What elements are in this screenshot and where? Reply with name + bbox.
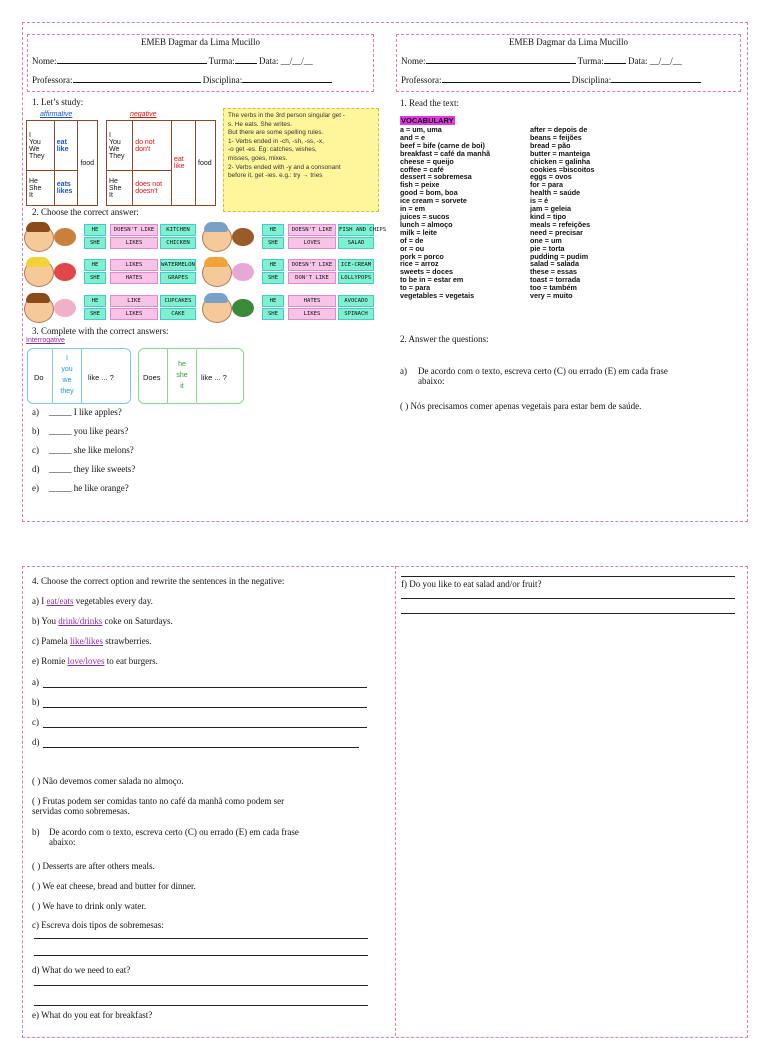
vocab-left-0: a = um, uma: [400, 125, 442, 134]
answer-option-tag[interactable]: DOESN'T LIKE: [288, 224, 336, 236]
answer-option-tag[interactable]: DOESN'T LIKE: [288, 259, 336, 271]
vocab-right-12: meals = refeições: [530, 219, 591, 229]
answer-option-tag[interactable]: CHICKEN: [160, 237, 196, 249]
q3-item-label: c): [32, 445, 39, 455]
pronoun-sg-neg-0: He: [109, 177, 118, 185]
do-pronoun-3: they: [60, 388, 74, 395]
food-word-neg: food: [196, 121, 216, 206]
does-like: like ... ?: [201, 373, 227, 382]
b-statement[interactable]: ( ) We have to drink only water.: [32, 901, 147, 911]
vocab-right-21: very = muito: [530, 291, 573, 301]
vocab-right-3: butter = manteiga: [530, 148, 591, 158]
vocabulary-title: VOCABULARY: [401, 116, 454, 125]
q4-answer-line[interactable]: [43, 707, 367, 708]
b-label: b): [32, 827, 40, 837]
answer-option-tag[interactable]: CUPCAKES: [160, 295, 196, 307]
vocab-left-18: sweets = doces: [400, 267, 453, 277]
aff-verb-0: eat: [56, 138, 67, 146]
aff-verb-sg-1: likes: [56, 188, 73, 195]
nome-field[interactable]: [57, 63, 207, 64]
c-answer-line-2[interactable]: [34, 955, 368, 956]
answer-option-tag[interactable]: HE: [84, 259, 106, 271]
pronoun-sg-0: He: [29, 177, 38, 185]
rule-line-4: -o get -es. Eg: catches, wishes,: [228, 146, 317, 154]
study-table-negative: [106, 120, 216, 206]
nome-field[interactable]: [426, 63, 576, 64]
aff-plural-verbs: [54, 121, 78, 171]
pronoun-sg-2: It: [29, 191, 33, 199]
q4-answer-line[interactable]: [43, 687, 367, 688]
does-pronoun-1: she: [176, 372, 188, 379]
answer-option-tag[interactable]: DOESN'T LIKE: [110, 224, 158, 236]
answer-option-tag[interactable]: SHE: [84, 308, 106, 320]
q3-item-label: a): [32, 407, 39, 417]
rule-line-1: s. He eats. She writes.: [228, 120, 292, 128]
answer-option-tag[interactable]: HE: [262, 259, 284, 271]
q4-title: 4. Choose the correct option and rewrite the sentences in the negative:: [32, 576, 285, 586]
vocab-left-17: rice = arroz: [400, 259, 439, 269]
vocab-left-13: milk = leite: [400, 227, 437, 237]
tf-statement-2-line1: ( ) Frutas podem ser comidas tanto no café da manhã como podem ser: [32, 796, 285, 806]
vocab-left-6: dessert = sobremesa: [400, 172, 472, 182]
professora-label: Professora:: [401, 75, 442, 85]
q3-item-label: b): [32, 426, 40, 436]
data-label: Data: __/__/__: [628, 56, 682, 66]
q4-sentence-end: to eat burgers.: [104, 656, 158, 666]
q4-sentence: [32, 636, 151, 646]
qa-label: a): [400, 366, 407, 376]
pronoun-3: They: [29, 152, 45, 160]
neg-singular-verbs: [133, 171, 172, 206]
disciplina-field[interactable]: [242, 82, 332, 83]
eat-like-0: eat: [173, 156, 184, 163]
turma-label: Turma:: [577, 56, 604, 66]
q3-item-text[interactable]: _____ they like sweets?: [49, 464, 136, 474]
pronouns-plural-neg: [107, 121, 133, 171]
does-question-box: [138, 348, 244, 404]
neg-verb-1: don't: [135, 145, 151, 153]
food-icon: [54, 228, 76, 246]
answer-option-tag[interactable]: HATES: [110, 272, 158, 284]
q4-sentence-end: coke on Saturdays.: [102, 616, 173, 626]
vocab-left-20: to = para: [400, 283, 431, 293]
q4-sentence-end: vegetables every day.: [73, 596, 153, 606]
c-answer-line-1[interactable]: [34, 938, 368, 939]
aff-singular-verbs: [54, 171, 78, 206]
e-question: e) What do you eat for breakfast?: [32, 1010, 153, 1020]
food-icon: [54, 299, 76, 317]
pronoun-neg-3: They: [109, 152, 125, 160]
d-answer-line-2[interactable]: [34, 1005, 368, 1006]
q3-item-label: d): [32, 464, 40, 474]
vocab-right-15: pie = torta: [530, 243, 565, 253]
study-table-affirmative: [26, 120, 98, 206]
left-header: [27, 34, 374, 92]
answer-option-tag[interactable]: GRAPES: [160, 272, 196, 284]
school-name-right: EMEB Dagmar da Lima Mucillo: [509, 37, 628, 47]
answer-option-tag[interactable]: LIKE: [110, 295, 158, 307]
professora-label: Professora:: [32, 75, 73, 85]
does-word: Does: [143, 373, 161, 382]
vocab-left-21: vegetables = vegetais: [400, 291, 475, 301]
answer-option-tag[interactable]: SHE: [262, 237, 284, 249]
pronoun-neg-2: We: [109, 145, 120, 153]
qa-statement: ( ) Nós precisamos comer apenas vegetais para estar bem de saúde.: [400, 401, 642, 411]
q4-sentence-start: c) Pamela: [32, 636, 70, 646]
vocab-right-14: one = um: [530, 235, 562, 245]
b-instruction-line1: De acordo com o texto, escreva certo (C) ou errado (E) em cada frase: [49, 827, 299, 837]
b-instruction: [49, 827, 299, 847]
q3-item-text[interactable]: _____ I like apples?: [49, 407, 122, 417]
hair-icon: [26, 293, 50, 303]
answer-option-tag[interactable]: KITCHEN: [160, 224, 196, 236]
tf-statement-2: [32, 796, 284, 816]
pronoun-0: I: [29, 131, 31, 139]
q4-sentence-end: strawberries.: [102, 636, 152, 646]
affirmative-label: affirmative: [40, 111, 73, 118]
vocabulary-right-column: [530, 126, 595, 300]
disciplina-label: Disciplina:: [202, 75, 243, 85]
answer-option-tag[interactable]: SHE: [262, 272, 284, 284]
does-pronouns: [167, 349, 197, 403]
turma-field[interactable]: [235, 63, 257, 64]
vocab-left-4: cheese = queijo: [400, 156, 454, 166]
hair-icon: [26, 257, 50, 267]
vocab-right-1: beans = feijões: [530, 132, 582, 142]
vocab-right-9: is = é: [530, 196, 549, 206]
answer-option-tag[interactable]: LOLLYPOPS: [338, 272, 374, 284]
answer-option-tag[interactable]: HE: [262, 224, 284, 236]
negative-label: negative: [130, 111, 157, 118]
answer-option-tag[interactable]: DON'T LIKE: [288, 272, 336, 284]
neg-verb-sg-0: does not: [135, 181, 163, 188]
answer-option-tag[interactable]: FISH AND CHIPS: [338, 224, 374, 236]
professora-field[interactable]: [442, 82, 570, 83]
vocab-left-1: and = e: [400, 132, 425, 142]
qa-instruction-line2: abaixo:: [418, 376, 445, 386]
tf-statement-1: ( ) Não devemos comer salada no almoço.: [32, 776, 184, 786]
pronoun-neg-1: You: [109, 138, 121, 146]
vocab-left-3: breakfast = café da manhã: [400, 148, 491, 158]
food-icon: [232, 228, 254, 246]
school-name: EMEB Dagmar da Lima Mucillo: [141, 37, 260, 47]
do-question-box: [27, 348, 131, 404]
b-statement[interactable]: ( ) We eat cheese, bread and butter for dinner.: [32, 881, 196, 891]
pronoun-sg-neg-1: She: [109, 184, 122, 192]
right-header: [396, 34, 741, 92]
does-pronoun-2: it: [180, 383, 184, 390]
vocab-right-8: health = saúde: [530, 188, 581, 198]
answer-option-tag[interactable]: SALAD: [338, 237, 374, 249]
vocab-left-11: juices = sucos: [400, 211, 450, 221]
hair-icon: [204, 222, 228, 232]
food-icon: [232, 299, 254, 317]
answer-option-tag[interactable]: SHE: [84, 237, 106, 249]
do-pronoun-0: I: [66, 355, 68, 362]
food-icon: [232, 263, 254, 281]
hair-icon: [26, 222, 50, 232]
pronoun-1: You: [29, 138, 41, 146]
vocabulary-left-column: [400, 126, 490, 300]
answer-option-tag[interactable]: HE: [84, 224, 106, 236]
q4-sentence-start: e) Romie: [32, 656, 68, 666]
answer-option-tag[interactable]: HATES: [288, 295, 336, 307]
answer-option-tag[interactable]: SPINACH: [338, 308, 374, 320]
vocab-right-2: bread = pão: [530, 140, 571, 150]
q4-verb-option[interactable]: eat/eats: [46, 596, 74, 606]
answer-option-tag[interactable]: ICE-CREAM: [338, 259, 374, 271]
q4-line-label: d): [32, 737, 40, 747]
vocab-right-20: too = também: [530, 283, 577, 293]
vocab-right-6: eggs = ovos: [530, 172, 572, 182]
f-top-line: [401, 576, 735, 577]
aff-verb-1: like: [56, 145, 69, 153]
eat-like-1: like: [173, 163, 185, 170]
turma-field[interactable]: [604, 63, 626, 64]
spelling-rules-box: [223, 108, 379, 212]
answer-option-tag[interactable]: AVOCADO: [338, 295, 374, 307]
f-answer-line-2[interactable]: [401, 613, 735, 614]
vocab-right-4: chicken = galinha: [530, 156, 591, 166]
rule-line-7: before it, get -ies. e.g.: try → tries: [228, 172, 323, 180]
pronouns-singular-neg: [107, 171, 133, 206]
vocab-left-12: lunch = almoço: [400, 219, 453, 229]
qa-instruction: [418, 366, 738, 386]
pronoun-sg-neg-2: It: [109, 191, 113, 199]
pronoun-sg-1: She: [29, 184, 42, 192]
answer-option-tag[interactable]: LIKES: [110, 308, 158, 320]
answer-title: 2. Answer the questions:: [400, 334, 489, 344]
q4-line-label: a): [32, 677, 39, 687]
neg-verb-sg-1: doesn't: [135, 188, 158, 195]
vocab-right-17: salad = salada: [530, 259, 579, 269]
turma-label: Turma:: [208, 56, 235, 66]
answer-option-tag[interactable]: WATERMELON: [160, 259, 196, 271]
food-word: food: [78, 121, 98, 206]
answer-option-tag[interactable]: LIKES: [110, 259, 158, 271]
q4-verb-option[interactable]: love/loves: [67, 656, 105, 666]
answer-option-tag[interactable]: LIKES: [110, 237, 158, 249]
vocab-left-2: beef = bife (carne de boi): [400, 140, 485, 150]
vocab-right-11: kind = tipo: [530, 211, 567, 221]
q4-sentence: [32, 596, 153, 606]
f-question: f) Do you like to eat salad and/or fruit?: [401, 579, 542, 589]
q4-verb-option[interactable]: drink/drinks: [58, 616, 103, 626]
vocab-left-16: pork = porco: [400, 251, 444, 261]
q4-sentence: [32, 616, 173, 626]
column-divider: [395, 566, 396, 1036]
do-pronoun-2: we: [62, 377, 72, 384]
d-answer-line-1[interactable]: [34, 985, 368, 986]
rule-line-2: But there are some spelling rules.: [228, 129, 324, 137]
aff-verb-sg-0: eats: [56, 181, 71, 188]
q4-verb-option[interactable]: like/likes: [69, 636, 103, 646]
vocab-left-14: of = de: [400, 235, 424, 245]
data-label: Data: __/__/__: [259, 56, 313, 66]
rule-line-3: 1- Verbs ended in -ch, -sh, -ss, -x,: [228, 137, 324, 145]
answer-option-tag[interactable]: SHE: [84, 272, 106, 284]
vocab-left-5: coffee = café: [400, 164, 444, 174]
q3-title: 3. Complete with the correct answers:: [32, 326, 169, 336]
rule-line-6: 2- Verbs ended with -y and a consonant: [228, 163, 341, 171]
vocab-right-19: toast = torrada: [530, 275, 581, 285]
professora-field[interactable]: [73, 82, 201, 83]
rule-line-5: misses, goes, mixes.: [228, 154, 288, 162]
pronoun-2: We: [29, 145, 40, 153]
q4-sentence-start: a) I: [32, 596, 47, 606]
hair-icon: [204, 293, 228, 303]
nome-label: Nome:: [32, 56, 57, 66]
neg-plural-verbs: [133, 121, 172, 171]
c-question: c) Escreva dois tipos de sobremesas:: [32, 920, 164, 930]
disciplina-label: Disciplina:: [571, 75, 612, 85]
read-title: 1. Read the text:: [400, 98, 459, 108]
q4-line-label: b): [32, 697, 40, 707]
pronoun-neg-0: I: [109, 131, 111, 139]
q2-title: 2. Choose the correct answer:: [32, 207, 139, 217]
food-icon: [54, 263, 76, 281]
tf-statement-2-line2: servidas como sobremesas.: [32, 806, 130, 816]
eat-like-verbs: [171, 121, 195, 206]
do-pronouns: [52, 349, 82, 403]
vocab-left-10: in = em: [400, 204, 425, 214]
hair-icon: [204, 257, 228, 267]
answer-option-tag[interactable]: LIKES: [288, 308, 336, 320]
rule-line-0: The verbs in the 3rd person singular get -: [228, 112, 345, 119]
vocab-right-7: for = para: [530, 180, 563, 190]
vocab-right-0: after = depois de: [530, 125, 588, 134]
q4-answer-line[interactable]: [43, 747, 359, 748]
vocab-right-13: need = precisar: [530, 227, 583, 237]
vocab-left-7: fish = peixe: [400, 180, 440, 190]
q3-item-text[interactable]: _____ you like pears?: [49, 426, 129, 436]
vocab-left-9: ice cream = sorvete: [400, 196, 467, 206]
q3-item-text[interactable]: _____ he like orange?: [49, 483, 129, 493]
neg-verb-0: do not: [135, 138, 155, 146]
vocab-right-10: jam = geleia: [530, 204, 571, 214]
pronouns-singular: [27, 171, 55, 206]
pronouns-plural: [27, 121, 55, 171]
do-word: Do: [34, 373, 44, 382]
answer-option-tag[interactable]: HE: [262, 295, 284, 307]
do-pronoun-1: you: [61, 366, 73, 373]
q3-item-label: e): [32, 483, 39, 493]
vocab-left-19: to be in = estar em: [400, 275, 464, 285]
vocab-right-18: these = essas: [530, 267, 577, 277]
q4-sentence: [32, 656, 158, 666]
nome-label: Nome:: [401, 56, 426, 66]
d-question: d) What do we need to eat?: [32, 965, 131, 975]
b-statement[interactable]: ( ) Desserts are after others meals.: [32, 861, 155, 871]
qa-instruction-line1: De acordo com o texto, escreva certo (C) ou errado (E) em cada frase: [418, 366, 668, 376]
q4-answer-line[interactable]: [43, 727, 367, 728]
vocab-right-16: pudding = pudim: [530, 251, 589, 261]
vocab-right-5: cookies =biscoitos: [530, 164, 595, 174]
b-instruction-line2: abaixo:: [49, 837, 76, 847]
disciplina-field[interactable]: [611, 82, 701, 83]
interrogative-label: Interrogative: [26, 337, 65, 344]
do-like: like ... ?: [88, 373, 114, 382]
vocab-left-8: good = bom, boa: [400, 188, 458, 198]
answer-option-tag[interactable]: HE: [84, 295, 106, 307]
f-answer-line-1[interactable]: [401, 598, 735, 599]
q4-sentence-start: b) You: [32, 616, 59, 626]
answer-option-tag[interactable]: CAKE: [160, 308, 196, 320]
answer-option-tag[interactable]: LOVES: [288, 237, 336, 249]
does-pronoun-0: he: [178, 361, 186, 368]
q4-line-label: c): [32, 717, 39, 727]
q3-item-text[interactable]: _____ she like melons?: [49, 445, 134, 455]
q1-title: 1. Let’s study:: [32, 97, 84, 107]
answer-option-tag[interactable]: SHE: [262, 308, 284, 320]
vocab-left-15: or = ou: [400, 243, 425, 253]
